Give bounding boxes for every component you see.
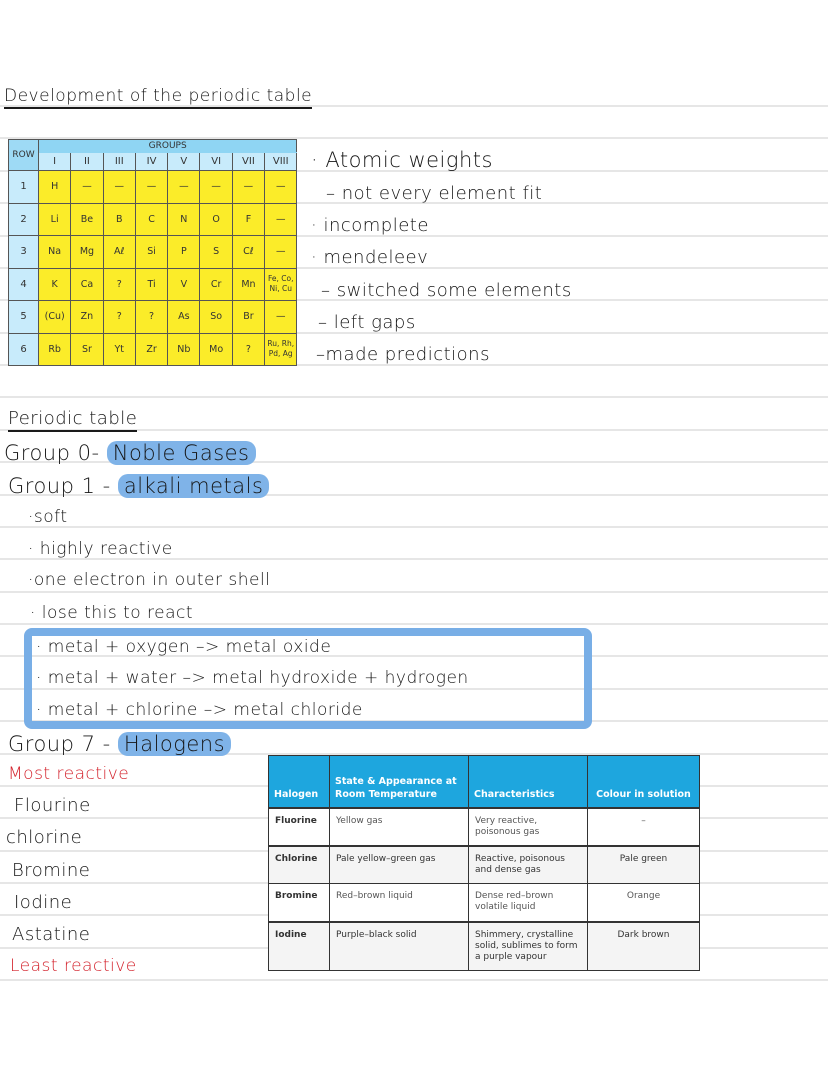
element-cell: K	[39, 268, 71, 301]
table-cell: Dark brown	[588, 922, 700, 971]
element-cell: V	[168, 268, 200, 301]
reactivity-item-fluorine: Flourine	[14, 795, 91, 816]
element-cell: O	[200, 203, 232, 236]
reaction-oxygen: · metal + oxygen –> metal oxide	[36, 637, 332, 657]
element-cell: —	[265, 203, 297, 236]
ruled-line	[0, 623, 828, 625]
mendeleev-periodic-table	[8, 139, 297, 366]
element-cell: (Cu)	[39, 301, 71, 334]
element-cell: —	[265, 301, 297, 334]
column-header: State & Appearance at Room Temperature	[330, 756, 469, 808]
group-numeral: III	[103, 153, 135, 171]
element-cell: Si	[135, 236, 167, 269]
ruled-line	[0, 979, 828, 981]
table-cell: Pale green	[588, 846, 700, 884]
note-mendeleev: · mendeleev	[311, 247, 429, 268]
column-header: Colour in solution	[588, 756, 700, 808]
group-numeral: IV	[135, 153, 167, 171]
group-numeral: V	[168, 153, 200, 171]
table-row	[9, 301, 297, 334]
table-row	[9, 236, 297, 269]
row-number: 5	[9, 301, 39, 334]
row-header: ROW	[9, 140, 39, 171]
table-row	[9, 333, 297, 366]
table-cell: Yellow gas	[330, 808, 469, 846]
reactivity-item-iodine: Iodine	[14, 892, 73, 913]
table-row	[269, 884, 700, 922]
group-numeral: VIII	[265, 153, 297, 171]
element-cell: —	[265, 236, 297, 269]
element-cell: Li	[39, 203, 71, 236]
reactivity-item-astatine: Astatine	[12, 924, 91, 945]
group0-line	[4, 441, 256, 465]
element-cell: H	[39, 171, 71, 204]
element-cell: Br	[232, 301, 264, 334]
element-cell: Sr	[71, 333, 103, 366]
note-switched-elements: – switched some elements	[321, 280, 572, 301]
element-cell: So	[200, 301, 232, 334]
element-cell: P	[168, 236, 200, 269]
element-cell: Mg	[71, 236, 103, 269]
element-cell: ?	[135, 301, 167, 334]
table-row	[269, 846, 700, 884]
column-header: Characteristics	[469, 756, 588, 808]
element-cell: —	[200, 171, 232, 204]
reactivity-item-chlorine: chlorine	[6, 827, 83, 848]
element-cell: Cℓ	[232, 236, 264, 269]
table-cell: Orange	[588, 884, 700, 922]
element-cell: Zn	[71, 301, 103, 334]
element-cell: Aℓ	[103, 236, 135, 269]
table-cell: Pale yellow–green gas	[330, 846, 469, 884]
element-cell: Be	[71, 203, 103, 236]
element-cell: —	[168, 171, 200, 204]
element-cell: Ca	[71, 268, 103, 301]
element-cell: Na	[39, 236, 71, 269]
note-highly-reactive: · highly reactive	[28, 539, 173, 559]
halogen-name: Bromine	[269, 884, 330, 922]
section-title-development: Development of the periodic table	[4, 86, 312, 109]
halogen-name: Chlorine	[269, 846, 330, 884]
group1-line	[8, 474, 269, 498]
row-number: 1	[9, 171, 39, 204]
element-cell: B	[103, 203, 135, 236]
row-number: 6	[9, 333, 39, 366]
table-cell: –	[588, 808, 700, 846]
element-cell: ?	[103, 301, 135, 334]
element-cell: Fe, Co, Ni, Cu	[265, 268, 297, 301]
reactivity-item-bromine: Bromine	[12, 860, 91, 881]
group7-name-highlight: Halogens	[118, 732, 231, 756]
table-cell: Reactive, poisonous and dense gas	[469, 846, 588, 884]
reaction-chlorine: · metal + chlorine –> metal chloride	[36, 700, 363, 720]
most-reactive-label: Most reactive	[8, 764, 130, 784]
element-cell: Rb	[39, 333, 71, 366]
groups-header: GROUPS	[39, 140, 297, 153]
table-row	[269, 922, 700, 971]
element-cell: Nb	[168, 333, 200, 366]
element-cell: —	[265, 171, 297, 204]
element-cell: S	[200, 236, 232, 269]
element-cell: —	[71, 171, 103, 204]
element-cell: —	[135, 171, 167, 204]
ruled-line	[0, 396, 828, 398]
halogen-name: Iodine	[269, 922, 330, 971]
element-cell: Zr	[135, 333, 167, 366]
group-numeral: I	[39, 153, 71, 171]
table-cell: Purple–black solid	[330, 922, 469, 971]
group-numeral: II	[71, 153, 103, 171]
element-cell: Mn	[232, 268, 264, 301]
reaction-water: · metal + water –> metal hydroxide + hydrogen	[36, 668, 469, 688]
element-cell: F	[232, 203, 264, 236]
element-cell: —	[232, 171, 264, 204]
halogen-properties-table	[268, 755, 700, 971]
group-numeral: VI	[200, 153, 232, 171]
column-header: Halogen	[269, 756, 330, 808]
halogen-name: Fluorine	[269, 808, 330, 846]
table-row	[9, 268, 297, 301]
group7-line	[8, 732, 231, 756]
note-lose-to-react: · lose this to react	[30, 603, 194, 623]
ruled-line	[0, 526, 828, 528]
table-header-row	[269, 756, 700, 808]
element-cell: Cr	[200, 268, 232, 301]
note-left-gaps: – left gaps	[318, 312, 416, 333]
section-title-periodic-table: Periodic table	[8, 408, 137, 432]
note-made-predictions: –made predictions	[316, 344, 490, 365]
group0-prefix: Group 0-	[4, 441, 100, 465]
group1-name-highlight: alkali metals	[118, 474, 269, 498]
table-row	[9, 203, 297, 236]
least-reactive-label: Least reactive	[10, 956, 137, 976]
row-number: 3	[9, 236, 39, 269]
element-cell: —	[103, 171, 135, 204]
row-number: 2	[9, 203, 39, 236]
element-cell: Ru, Rh, Pd, Ag	[265, 333, 297, 366]
note-not-every-element-fit: – not every element fit	[326, 183, 543, 204]
element-cell: ?	[103, 268, 135, 301]
table-cell: Red–brown liquid	[330, 884, 469, 922]
note-one-electron: ·one electron in outer shell	[28, 570, 271, 590]
element-cell: C	[135, 203, 167, 236]
group7-prefix: Group 7 -	[8, 732, 111, 756]
element-cell: As	[168, 301, 200, 334]
group0-name-highlight: Noble Gases	[107, 441, 256, 465]
group-numeral: VII	[232, 153, 264, 171]
element-cell: N	[168, 203, 200, 236]
element-cell: ?	[232, 333, 264, 366]
table-row	[269, 808, 700, 846]
table-cell: Very reactive, poisonous gas	[469, 808, 588, 846]
group1-prefix: Group 1 -	[8, 474, 111, 498]
element-cell: Ti	[135, 268, 167, 301]
row-number: 4	[9, 268, 39, 301]
table-row	[9, 171, 297, 204]
element-cell: Mo	[200, 333, 232, 366]
ruled-line	[0, 591, 828, 593]
note-atomic-weights: · Atomic weights	[311, 148, 493, 172]
element-cell: Yt	[103, 333, 135, 366]
note-incomplete: · incomplete	[311, 215, 429, 236]
table-cell: Dense red–brown volatile liquid	[469, 884, 588, 922]
note-soft: ·soft	[28, 507, 68, 527]
table-cell: Shimmery, crystalline solid, sublimes to form a purple vapour	[469, 922, 588, 971]
